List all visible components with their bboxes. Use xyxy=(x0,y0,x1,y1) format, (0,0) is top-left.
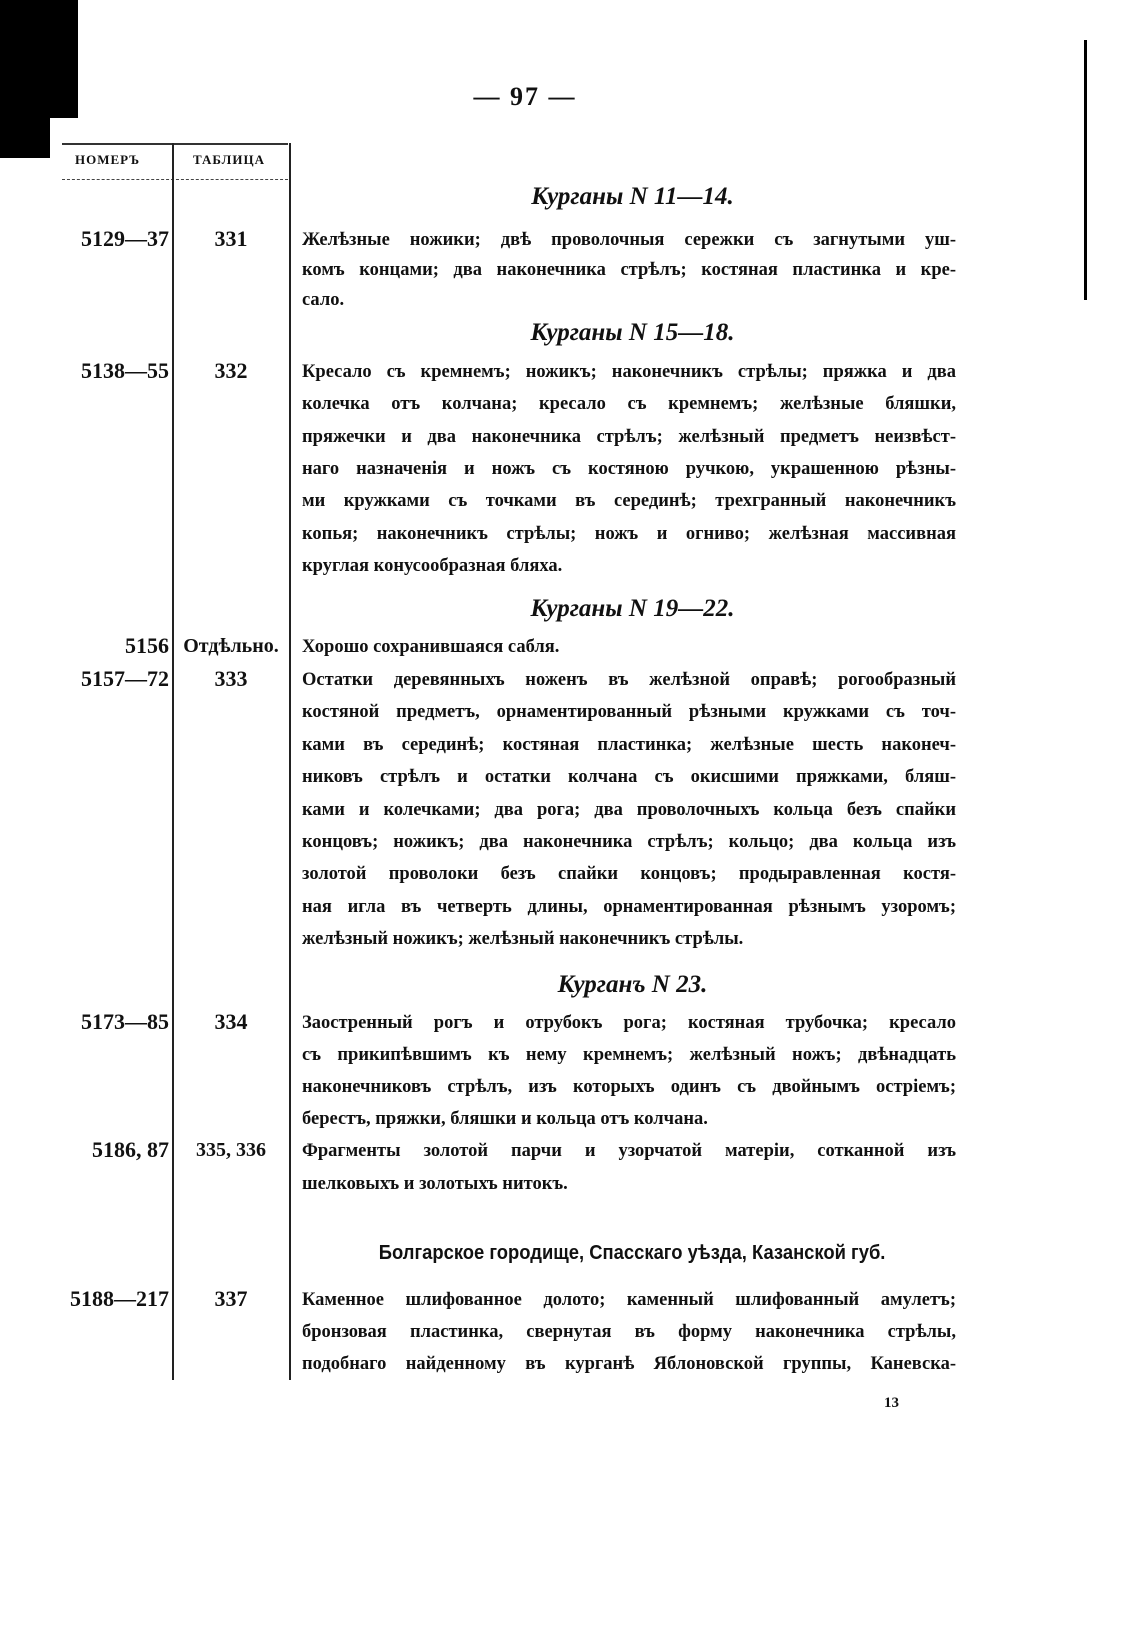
description-line: круглая конусообразная бляха. xyxy=(302,555,563,576)
table-top-rule xyxy=(62,143,288,145)
section-heading: Курганъ N 23. xyxy=(557,971,708,998)
section-heading: Болгарское городище, Спасскаго уѣзда, Казанской губ. xyxy=(378,1242,886,1264)
description-line: ками и колечками; два рога; два проволочныхъ кольца безъ спайки xyxy=(302,799,956,820)
description-line: наконечниковъ стрѣлъ, изъ которыхъ одинъ съ двойнымъ остріемъ; xyxy=(302,1077,956,1097)
description-line: комъ концами; два наконечника стрѣлъ; костяная пластинка и кре- xyxy=(302,260,956,280)
description-line: копья; наконечникъ стрѣлы; ножъ и огниво; желѣзная массивная xyxy=(302,523,956,544)
description-line: колечка отъ колчана; кресало съ кремнемъ; желѣзные бляшки, xyxy=(302,394,956,415)
description-line: ми кружками съ точками въ серединѣ; трехгранный наконечникъ xyxy=(302,491,956,512)
plate-reference: 332 xyxy=(214,358,248,383)
description-line: ками въ серединѣ; костяная пластинка; желѣзные шесть наконеч- xyxy=(302,734,956,755)
section-heading: Курганы N 19—22. xyxy=(530,595,735,622)
description-line: концовъ; ножикъ; два наконечника стрѣлъ; кольцо; два кольца изъ xyxy=(302,832,956,852)
plate-reference: 331 xyxy=(214,226,248,251)
catalog-number: 5156 xyxy=(125,633,169,658)
plate-reference: 335, 336 xyxy=(196,1139,266,1161)
description-line: никовъ стрѣлъ и остатки колчана съ окисшими пряжками, бляш- xyxy=(302,767,956,788)
catalog-number: 5173—85 xyxy=(81,1009,169,1034)
catalog-number: 5138—55 xyxy=(81,358,169,383)
plate-reference: 337 xyxy=(214,1286,248,1311)
scan-edge-artifact xyxy=(0,118,50,158)
plate-reference: 333 xyxy=(214,666,248,691)
description-line: шелковыхъ и золотыхъ нитокъ. xyxy=(302,1174,568,1194)
plate-reference: 334 xyxy=(214,1009,248,1034)
catalog-number: 5129—37 xyxy=(81,226,169,251)
page-number: — 97 — xyxy=(473,82,577,111)
catalog-number: 5186, 87 xyxy=(92,1137,169,1162)
section-heading: Курганы N 11—14. xyxy=(531,183,734,210)
description-line: бронзовая пластинка, свернутая въ форму наконечника стрѣлы, xyxy=(302,1322,956,1342)
description-line: берестъ, пряжки, бляшки и кольца отъ колчана. xyxy=(302,1109,708,1129)
column-divider xyxy=(289,143,291,1380)
description-line: подобнаго найденному въ курганѣ Яблоновской группы, Каневска- xyxy=(302,1354,956,1374)
description-line: ная игла въ четверть длины, орнаментированная рѣзнымъ узоромъ; xyxy=(302,896,956,917)
column-divider xyxy=(172,143,174,1380)
description-line: Кресало съ кремнемъ; ножикъ; наконечникъ стрѣлы; пряжка и два xyxy=(302,362,956,382)
description-line: Каменное шлифованное долото; каменный шлифованный амулетъ; xyxy=(302,1290,956,1310)
catalog-number: 5157—72 xyxy=(81,666,169,691)
scan-edge-artifact xyxy=(1084,40,1087,300)
description-line: Остатки деревянныхъ ноженъ въ желѣзной оправѣ; рогообразный xyxy=(302,670,956,690)
description-line: костяной предметъ, орнаментированный рѣзными кружками съ точ- xyxy=(302,702,956,723)
signature-mark: 13 xyxy=(884,1395,899,1411)
description-line: желѣзный ножикъ; желѣзный наконечникъ стрѣлы. xyxy=(302,929,744,950)
description-line: Фрагменты золотой парчи и узорчатой матеріи, сотканной изъ xyxy=(302,1141,956,1161)
description-line: съ прикипѣвшимъ къ нему кремнемъ; желѣзный ножъ; двѣнадцать xyxy=(302,1045,956,1065)
catalog-number: 5188—217 xyxy=(70,1286,169,1311)
column-header-number: НОМЕРЪ xyxy=(75,152,141,167)
description-line: Хорошо сохранившаяся сабля. xyxy=(302,637,560,657)
description-line: Желѣзные ножики; двѣ проволочныя сережки съ загнутыми уш- xyxy=(302,230,956,250)
description-line: сало. xyxy=(302,290,345,310)
header-bottom-rule xyxy=(62,179,288,180)
column-header-table: ТАБЛИЦА xyxy=(193,152,265,167)
description-line: наго назначенія и ножъ съ костяною ручкою, украшенною рѣзны- xyxy=(302,458,956,479)
description-line: золотой проволоки безъ спайки концовъ; продыравленная костя- xyxy=(302,864,956,885)
description-line: Заостренный рогъ и отрубокъ рога; костяная трубочка; кресало xyxy=(302,1013,956,1033)
description-line: пряжечки и два наконечника стрѣлъ; желѣзный предметъ неизвѣст- xyxy=(302,426,956,447)
plate-reference: Отдѣльно. xyxy=(183,635,279,657)
section-heading: Курганы N 15—18. xyxy=(530,319,735,346)
